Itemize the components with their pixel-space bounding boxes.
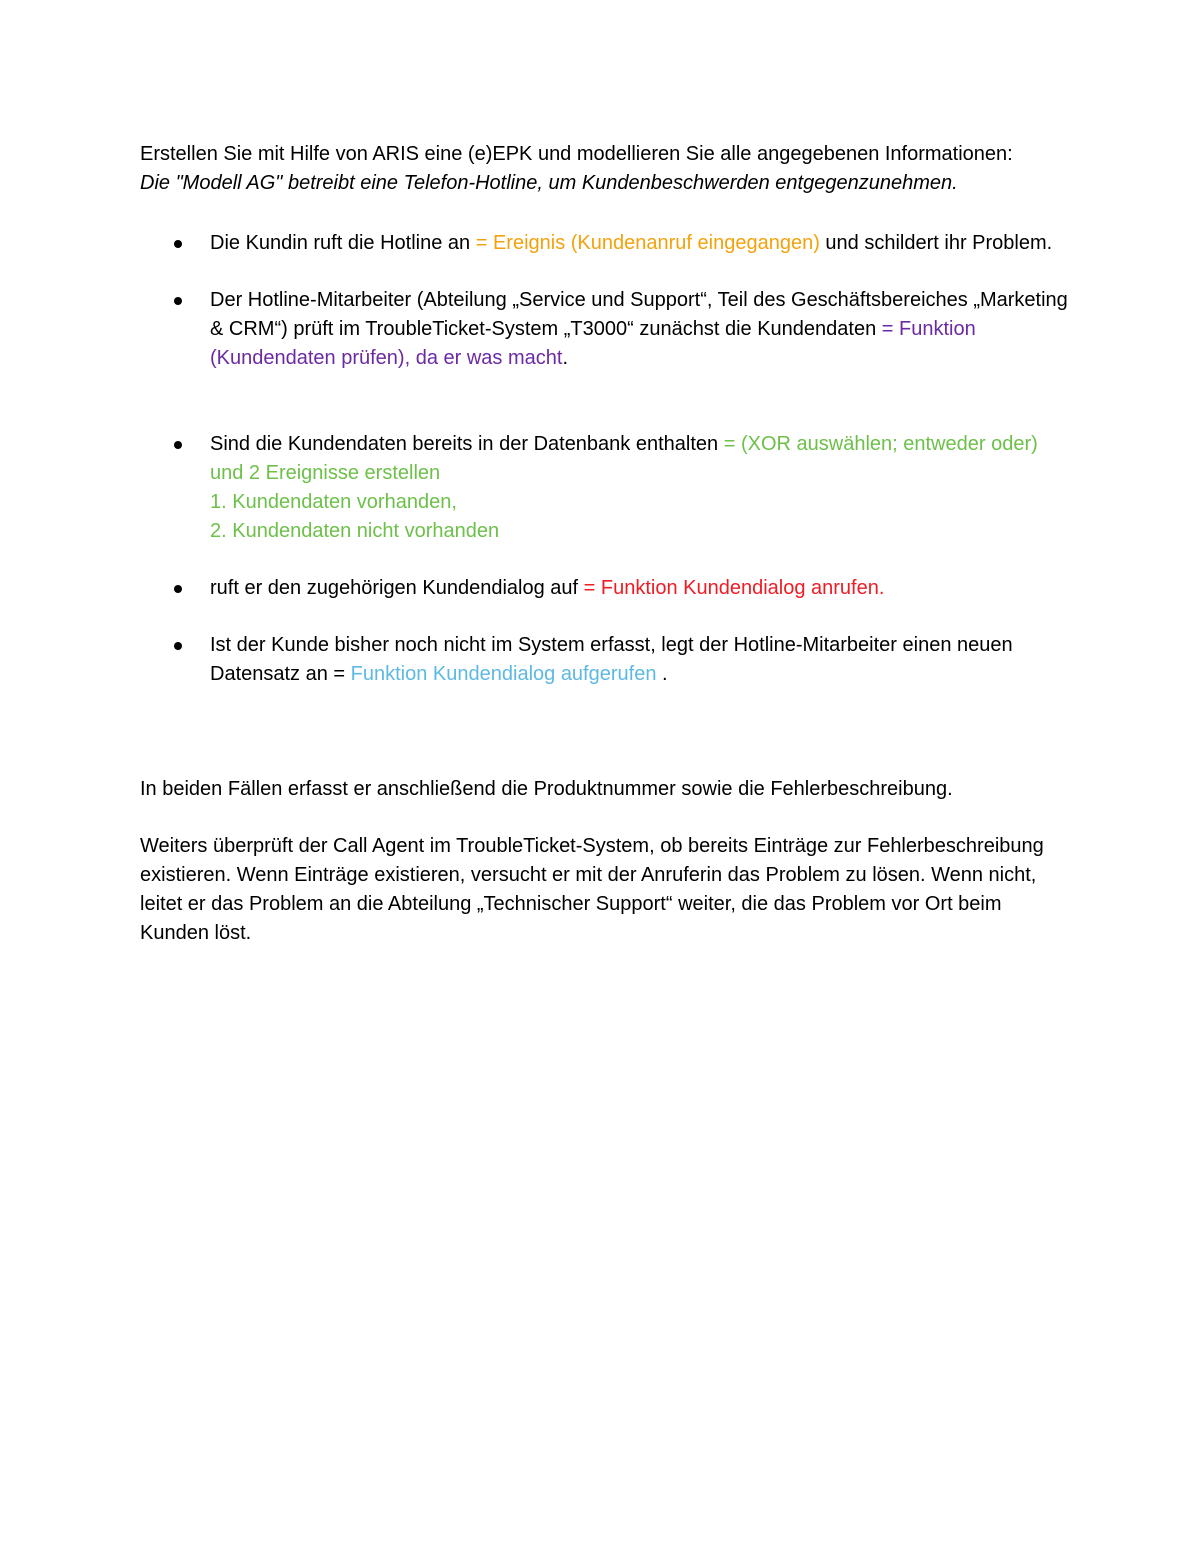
list-item bbox=[140, 631, 1070, 689]
bullet-icon bbox=[174, 441, 182, 449]
bullet-text: Ist der Kunde bisher noch nicht im System erfasst, legt der Hotline-Mitarbeiter einen neuen Datensatz an = bbox=[210, 634, 1013, 685]
bullet-subitem: 1. Kundendaten vorhanden, bbox=[210, 491, 457, 513]
bullet-text: und schildert ihr Problem. bbox=[819, 232, 1053, 254]
bullet-text: ruft er den zugehörigen Kundendialog auf bbox=[210, 577, 584, 599]
bullet-text: . bbox=[656, 663, 668, 685]
list-item bbox=[140, 430, 1070, 546]
bullet-text: Der Hotline-Mitarbeiter (Abteilung „Service und Support“, Teil des Geschäftsbereiches „Marketing & CRM“) prüft im TroubleTicket-System „T3000“ zunächst die Kundendaten bbox=[210, 289, 1068, 340]
bullet-highlight: = Funktion (Kundendaten prüfen), da er was macht bbox=[210, 318, 976, 369]
list-item bbox=[140, 286, 1070, 373]
bullet-highlight: = Funktion Kundendialog anrufen. bbox=[583, 577, 885, 599]
paragraph: Weiters überprüft der Call Agent im TroubleTicket-System, ob bereits Einträge zur Fehlerbeschreibung existieren. Wenn Einträge existieren, versucht er mit der Anruferin das Problem zu lösen. Wenn nicht, leitet er das Problem an die Abteilung „Technischer Support“ weiter, die das Problem vor Ort beim Kunden löst. bbox=[140, 835, 1044, 944]
task-instruction: Erstellen Sie mit Hilfe von ARIS eine (e)EPK und modellieren Sie alle angegebenen Informationen: bbox=[140, 143, 1013, 165]
bullet-list bbox=[140, 229, 1070, 689]
paragraph: In beiden Fällen erfasst er anschließend die Produktnummer sowie die Fehlerbeschreibung. bbox=[140, 778, 953, 800]
bullet-icon bbox=[174, 585, 182, 593]
bullet-highlight: Funktion Kundendialog aufgerufen bbox=[350, 663, 657, 685]
bullet-icon bbox=[174, 297, 182, 305]
bullet-subitem: 2. Kundendaten nicht vorhanden bbox=[210, 520, 500, 542]
bullet-highlight: = Ereignis (Kundenanruf eingegangen) bbox=[475, 232, 820, 254]
bullet-text: . bbox=[562, 347, 568, 369]
list-item bbox=[140, 574, 1070, 603]
document-body bbox=[140, 140, 1070, 948]
bullet-icon bbox=[174, 642, 182, 650]
bullet-icon bbox=[174, 240, 182, 248]
list-item bbox=[140, 229, 1070, 258]
scenario-intro: Die "Modell AG" betreibt eine Telefon-Hotline, um Kundenbeschwerden entgegenzunehmen. bbox=[140, 172, 958, 194]
bullet-text: Die Kundin ruft die Hotline an bbox=[210, 232, 476, 254]
bullet-text: Sind die Kundendaten bereits in der Datenbank enthalten bbox=[210, 433, 724, 455]
bullet-highlight: = (XOR auswählen; entweder oder) und 2 Ereignisse erstellen bbox=[210, 433, 1038, 484]
